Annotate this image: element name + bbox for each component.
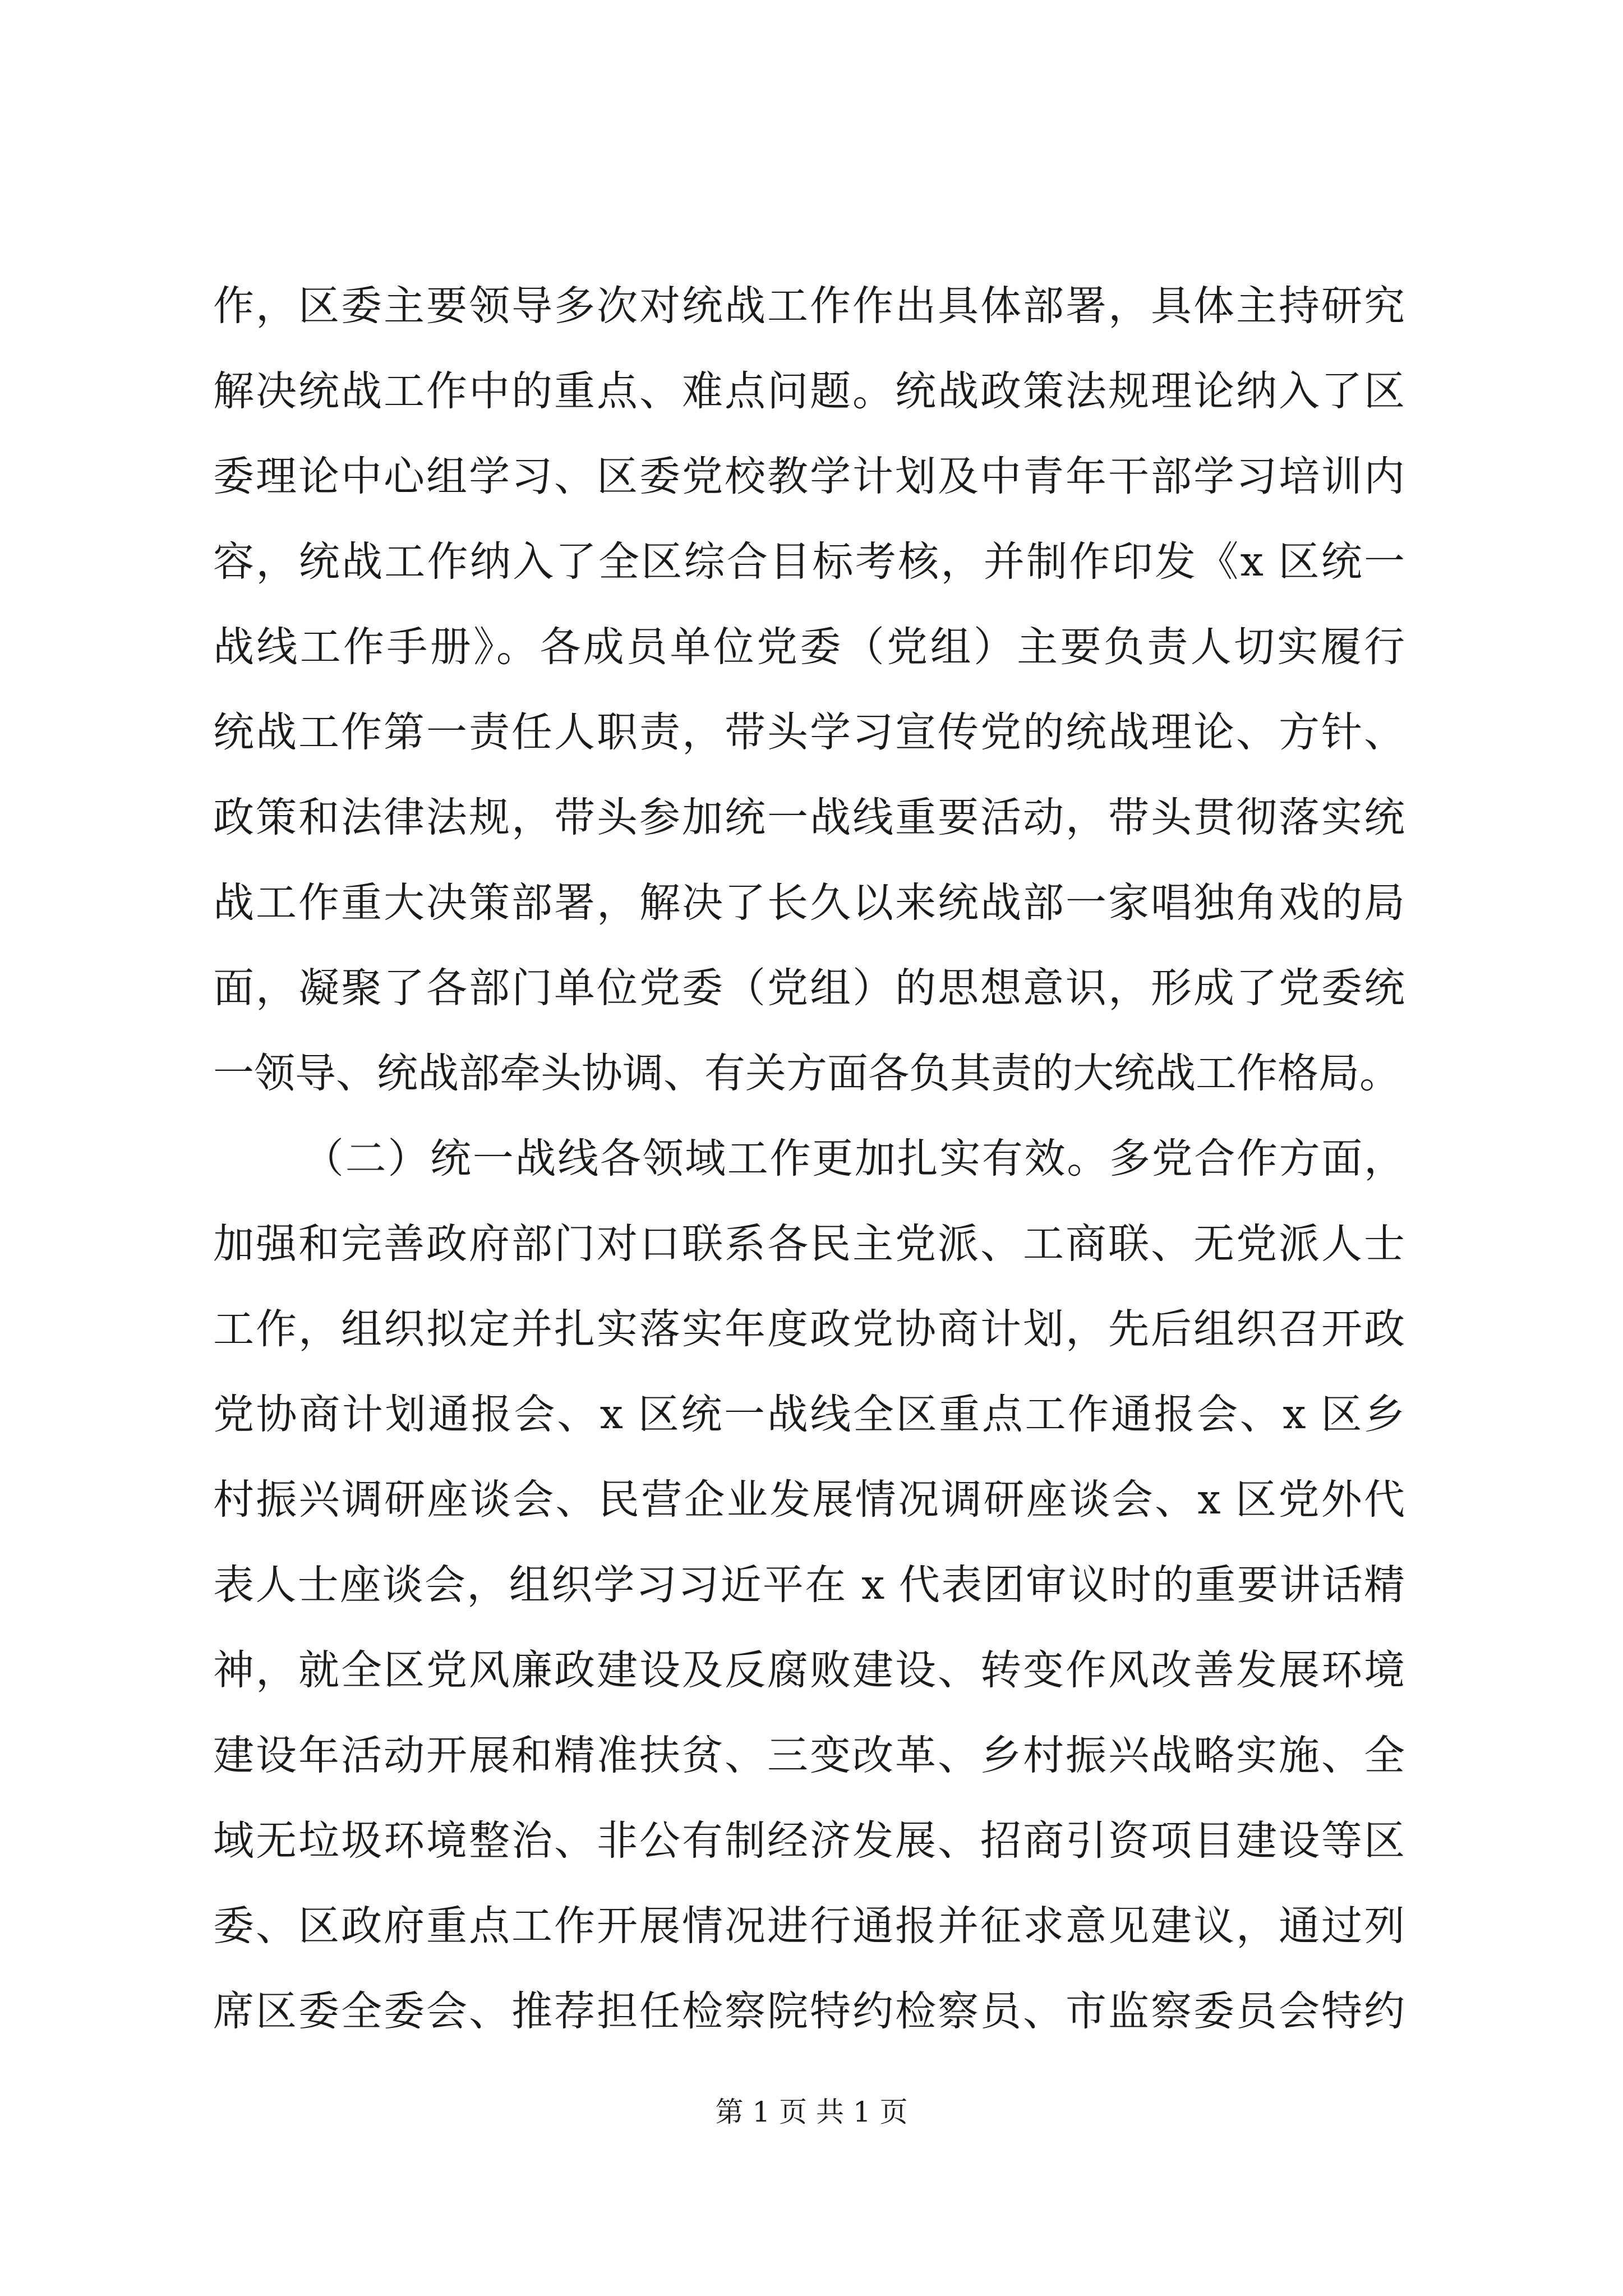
text-line: 战线工作手册》。各成员单位党委（党组）主要负责人切实履行 xyxy=(213,623,1405,671)
text-line: 统战工作第一责任人职责，带头学习宣传党的统战理论、方针、 xyxy=(213,708,1405,756)
text-line: 党协商计划通报会、x 区统一战线全区重点工作通报会、x 区乡 xyxy=(213,1391,1405,1438)
text-line: 作，区委主要领导多次对统战工作作出具体部署，具体主持研究 xyxy=(213,282,1405,330)
text-line: 工作，组织拟定并扎实落实年度政党协商计划，先后组织召开政 xyxy=(213,1305,1405,1353)
text-line: 战工作重大决策部署，解决了长久以来统战部一家唱独角戏的局 xyxy=(213,879,1405,927)
text-line: 委理论中心组学习、区委党校教学计划及中青年干部学习培训内 xyxy=(213,453,1405,500)
text-line: 一领导、统战部牵头协调、有关方面各负其责的大统战工作格局。 xyxy=(213,1050,1400,1097)
text-line: 表人士座谈会，组织学习习近平在 x 代表团审议时的重要讲话精 xyxy=(213,1561,1405,1609)
text-line: 域无垃圾环境整治、非公有制经济发展、招商引资项目建设等区 xyxy=(213,1817,1405,1865)
text-line: 建设年活动开展和精准扶贫、三变改革、乡村振兴战略实施、全 xyxy=(213,1732,1405,1779)
text-line: 解决统战工作中的重点、难点问题。统战政策法规理论纳入了区 xyxy=(213,367,1405,415)
text-line: 委、区政府重点工作开展情况进行通报并征求意见建议，通过列 xyxy=(213,1902,1405,1950)
section-heading-line: （二）统一战线各领域工作更加扎实有效。多党合作方面， xyxy=(303,1135,1405,1182)
text-line: 政策和法律法规，带头参加统一战线重要活动，带头贯彻落实统 xyxy=(213,794,1405,841)
text-line: 神，就全区党风廉政建设及反腐败建设、转变作风改善发展环境 xyxy=(213,1646,1405,1694)
page-footer: 第 1 页 共 1 页 xyxy=(715,2096,908,2128)
text-line: 加强和完善政府部门对口联系各民主党派、工商联、无党派人士 xyxy=(213,1220,1405,1268)
text-line: 村振兴调研座谈会、民营企业发展情况调研座谈会、x 区党外代 xyxy=(213,1476,1405,1524)
text-line: 席区委全委会、推荐担任检察院特约检察员、市监察委员会特约 xyxy=(213,1987,1405,2035)
text-line: 容，统战工作纳入了全区综合目标考核，并制作印发《x 区统一 xyxy=(213,538,1405,586)
text-line: 面，凝聚了各部门单位党委（党组）的思想意识，形成了党委统 xyxy=(213,964,1405,1012)
document-body xyxy=(213,264,1405,2054)
